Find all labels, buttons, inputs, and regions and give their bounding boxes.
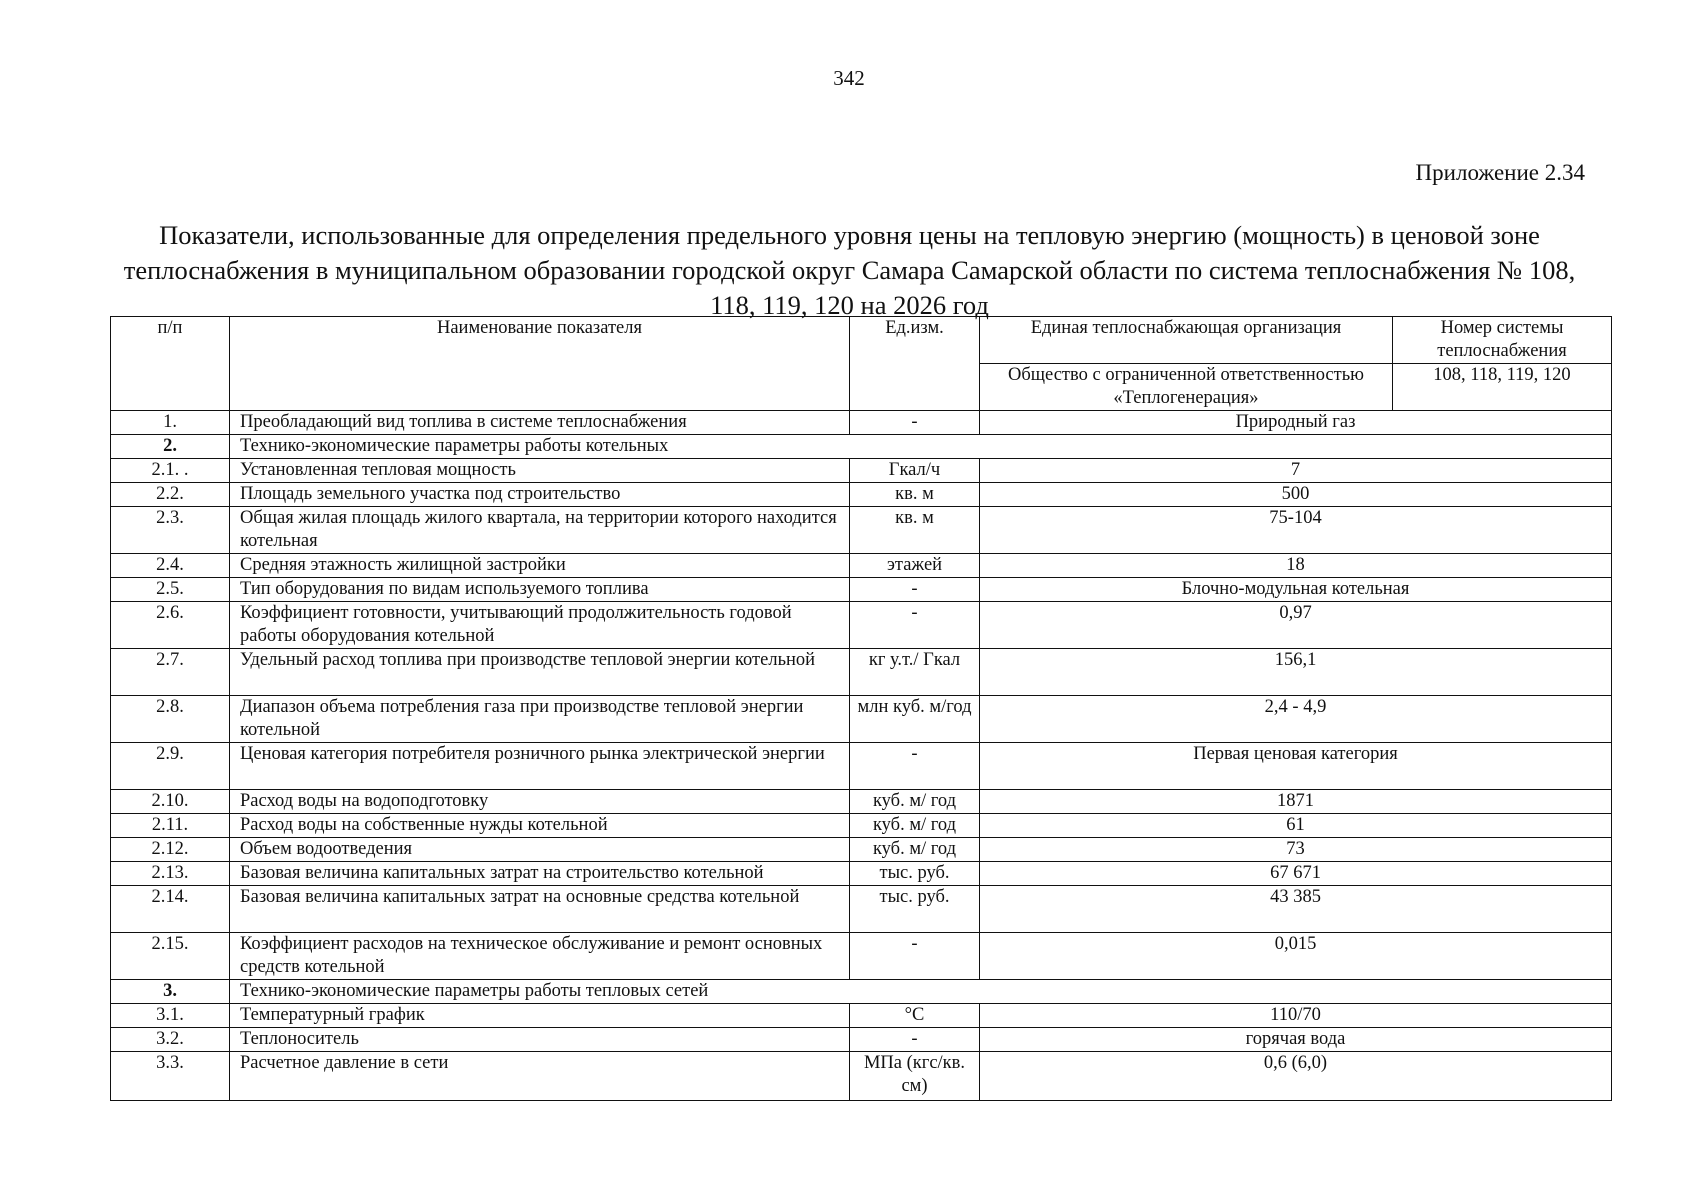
row-value: 156,1 bbox=[980, 649, 1612, 696]
header-org: Единая теплоснабжающая организация bbox=[980, 317, 1393, 364]
row-value: 67 671 bbox=[980, 862, 1612, 886]
row-indicator-name: Тип оборудования по видам используемого топлива bbox=[230, 578, 850, 602]
row-number: 3.1. bbox=[111, 1004, 230, 1028]
row-number: 2. bbox=[111, 435, 230, 459]
row-unit: тыс. руб. bbox=[850, 862, 980, 886]
row-value: 0,97 bbox=[980, 602, 1612, 649]
row-unit: - bbox=[850, 1028, 980, 1052]
row-indicator-name: Ценовая категория потребителя розничного рынка электрической энергии bbox=[230, 743, 850, 790]
row-value: 61 bbox=[980, 814, 1612, 838]
header-unit: Ед.изм. bbox=[850, 317, 980, 411]
table-row bbox=[111, 649, 1612, 696]
header-org-name: Общество с ограниченной ответственностью «Теплогенерация» bbox=[980, 364, 1393, 411]
row-unit: тыс. руб. bbox=[850, 886, 980, 933]
table-row bbox=[111, 435, 1612, 459]
row-indicator-name: Базовая величина капитальных затрат на основные средства котельной bbox=[230, 886, 850, 933]
table-row bbox=[111, 483, 1612, 507]
table-header-row bbox=[111, 317, 1612, 364]
table-row bbox=[111, 507, 1612, 554]
indicators-table bbox=[110, 316, 1612, 1101]
row-number: 2.8. bbox=[111, 696, 230, 743]
row-indicator-name: Объем водоотведения bbox=[230, 838, 850, 862]
table-row bbox=[111, 862, 1612, 886]
row-unit: этажей bbox=[850, 554, 980, 578]
row-unit: - bbox=[850, 933, 980, 980]
row-unit: °С bbox=[850, 1004, 980, 1028]
row-value: 1871 bbox=[980, 790, 1612, 814]
row-number: 2.13. bbox=[111, 862, 230, 886]
row-value: 75-104 bbox=[980, 507, 1612, 554]
header-system: Номер системы теплоснабжения bbox=[1393, 317, 1612, 364]
row-value: 7 bbox=[980, 459, 1612, 483]
row-indicator-name: Технико-экономические параметры работы тепловых сетей bbox=[230, 980, 1612, 1004]
table-row bbox=[111, 743, 1612, 790]
row-number: 2.7. bbox=[111, 649, 230, 696]
table-row bbox=[111, 602, 1612, 649]
row-unit: - bbox=[850, 743, 980, 790]
row-number: 2.5. bbox=[111, 578, 230, 602]
table-row bbox=[111, 838, 1612, 862]
row-number: 3. bbox=[111, 980, 230, 1004]
row-unit: куб. м/ год bbox=[850, 814, 980, 838]
row-number: 2.4. bbox=[111, 554, 230, 578]
row-number: 2.14. bbox=[111, 886, 230, 933]
row-indicator-name: Базовая величина капитальных затрат на строительство котельной bbox=[230, 862, 850, 886]
row-number: 2.10. bbox=[111, 790, 230, 814]
row-value: 2,4 - 4,9 bbox=[980, 696, 1612, 743]
row-unit: кв. м bbox=[850, 483, 980, 507]
row-number: 3.3. bbox=[111, 1052, 230, 1101]
row-unit: - bbox=[850, 578, 980, 602]
page-number: 342 bbox=[833, 66, 865, 90]
row-indicator-name: Удельный расход топлива при производстве тепловой энергии котельной bbox=[230, 649, 850, 696]
appendix-label: Приложение 2.34 bbox=[1415, 160, 1585, 185]
row-number: 3.2. bbox=[111, 1028, 230, 1052]
row-number: 2.3. bbox=[111, 507, 230, 554]
row-unit: куб. м/ год bbox=[850, 790, 980, 814]
row-value: горячая вода bbox=[980, 1028, 1612, 1052]
table-body bbox=[111, 411, 1612, 1101]
row-value: 18 bbox=[980, 554, 1612, 578]
table-row bbox=[111, 980, 1612, 1004]
row-indicator-name: Коэффициент готовности, учитывающий продолжительность годовой работы оборудования котельной bbox=[230, 602, 850, 649]
table-row bbox=[111, 1052, 1612, 1101]
row-indicator-name: Температурный график bbox=[230, 1004, 850, 1028]
row-number: 1. bbox=[111, 411, 230, 435]
row-number: 2.11. bbox=[111, 814, 230, 838]
row-number: 2.15. bbox=[111, 933, 230, 980]
row-unit: - bbox=[850, 411, 980, 435]
table-row bbox=[111, 1004, 1612, 1028]
header-name: Наименование показателя bbox=[230, 317, 850, 411]
row-indicator-name: Общая жилая площадь жилого квартала, на территории которого находится котельная bbox=[230, 507, 850, 554]
table-row bbox=[111, 578, 1612, 602]
table-row bbox=[111, 1028, 1612, 1052]
row-unit: куб. м/ год bbox=[850, 838, 980, 862]
row-indicator-name: Коэффициент расходов на техническое обслуживание и ремонт основных средств котельной bbox=[230, 933, 850, 980]
header-system-numbers: 108, 118, 119, 120 bbox=[1393, 364, 1612, 411]
row-unit: - bbox=[850, 602, 980, 649]
row-value: 110/70 bbox=[980, 1004, 1612, 1028]
table-row bbox=[111, 459, 1612, 483]
row-number: 2.1. . bbox=[111, 459, 230, 483]
row-number: 2.12. bbox=[111, 838, 230, 862]
row-value: 0,015 bbox=[980, 933, 1612, 980]
table-row bbox=[111, 411, 1612, 435]
row-value: Природный газ bbox=[980, 411, 1612, 435]
table-row bbox=[111, 886, 1612, 933]
table-row bbox=[111, 814, 1612, 838]
table-row bbox=[111, 790, 1612, 814]
row-unit: млн куб. м/год bbox=[850, 696, 980, 743]
row-value: 0,6 (6,0) bbox=[980, 1052, 1612, 1101]
row-value: Блочно-модульная котельная bbox=[980, 578, 1612, 602]
row-indicator-name: Технико-экономические параметры работы котельных bbox=[230, 435, 1612, 459]
row-indicator-name: Установленная тепловая мощность bbox=[230, 459, 850, 483]
row-indicator-name: Преобладающий вид топлива в системе теплоснабжения bbox=[230, 411, 850, 435]
row-value: 43 385 bbox=[980, 886, 1612, 933]
row-value: 73 bbox=[980, 838, 1612, 862]
row-indicator-name: Расход воды на собственные нужды котельной bbox=[230, 814, 850, 838]
row-indicator-name: Диапазон объема потребления газа при производстве тепловой энергии котельной bbox=[230, 696, 850, 743]
table-row bbox=[111, 696, 1612, 743]
row-indicator-name: Площадь земельного участка под строительство bbox=[230, 483, 850, 507]
row-value: 500 bbox=[980, 483, 1612, 507]
row-number: 2.2. bbox=[111, 483, 230, 507]
table-row bbox=[111, 933, 1612, 980]
row-indicator-name: Расход воды на водоподготовку bbox=[230, 790, 850, 814]
row-unit: кг у.т./ Гкал bbox=[850, 649, 980, 696]
row-value: Первая ценовая категория bbox=[980, 743, 1612, 790]
table-row bbox=[111, 554, 1612, 578]
row-number: 2.6. bbox=[111, 602, 230, 649]
header-num: п/п bbox=[111, 317, 230, 411]
row-number: 2.9. bbox=[111, 743, 230, 790]
document-title: Показатели, использованные для определения предельного уровня цены на тепловую энергию (мощность) в ценовой зоне теплоснабжения в муниципальном образовании городской округ Самара Самарской области по система теплоснабжения № 108, 118, 119, 120 на 2026 год bbox=[123, 220, 1576, 320]
row-unit: кв. м bbox=[850, 507, 980, 554]
row-indicator-name: Теплоноситель bbox=[230, 1028, 850, 1052]
row-unit: Гкал/ч bbox=[850, 459, 980, 483]
row-unit: МПа (кгс/кв. см) bbox=[850, 1052, 980, 1101]
row-indicator-name: Средняя этажность жилищной застройки bbox=[230, 554, 850, 578]
row-indicator-name: Расчетное давление в сети bbox=[230, 1052, 850, 1101]
